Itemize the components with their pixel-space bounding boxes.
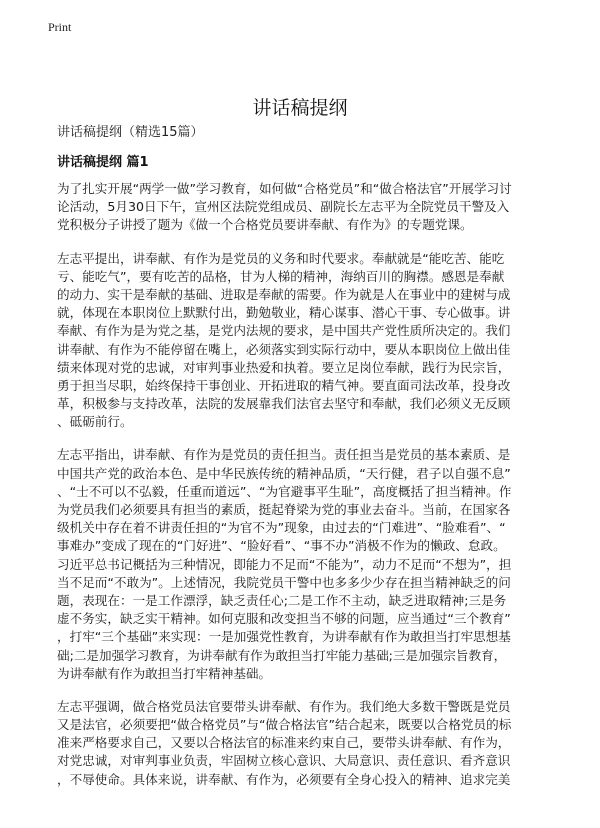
- paragraph-line: 奉献、有作为是为党之基，是党内法规的要求，是中国共产党性质所决定的。我们: [57, 323, 511, 339]
- paragraph-line: ，打牢“三个基础”来实现：一是加强党性教育，为讲奉献有作为敢担当打牢思想基: [57, 629, 511, 645]
- paragraph-line: 论活动，5月30日下午，宣州区法院党组成员、副院长左志平为全院党员干警及入: [57, 199, 510, 215]
- paragraph-line: 又是法官，必须要把“做合格党员”与“做合格法官”结合起来，既要以合格党员的标: [57, 717, 512, 733]
- paragraph-line: 础;二是加强学习教育，为讲奉献有作为敢担当打牢能力基础;三是加强宗旨教育，: [57, 647, 507, 663]
- paragraph-line: 亏、能吃气”，要有吃苦的品格，甘为人梯的精神，海纳百川的胸襟。感恩是奉献: [57, 268, 505, 284]
- paragraph-line: 准来严格要求自己，又要以合格法官的标准来约束自己，要带头讲奉献、有作为，: [57, 735, 511, 751]
- paragraph-line: 对党忠诚，对审判事业负责，牢固树立核心意识、大局意识、责任意识、看齐意识: [57, 753, 511, 769]
- paragraph-line: 习近平总书记概括为三种情况，即能力不足而“不能为”，动力不足而“不想为”，担: [57, 556, 512, 572]
- paragraph-line: 中国共产党的政治本色、是中华民族传统的精神品质，“天行健，君子以自强不息”: [57, 465, 511, 481]
- paragraph-3: [57, 446, 554, 682]
- paragraph-line: 题，表现在：一是工作漂浮，缺乏责任心;二是工作不主动，缺乏进取精神;三是务: [57, 592, 507, 608]
- paragraph-line: 当不足而“不敢为”。上述情况，我院党员干警中也多多少少存在担当精神缺乏的问: [57, 574, 511, 590]
- paragraph-line: 的动力、实干是奉献的基础、进取是奉献的需要。作为就是人在事业中的建树与成: [57, 286, 511, 302]
- section-heading: 讲话稿提纲 篇1: [57, 155, 149, 170]
- paragraph-line: 、砥砺前行。: [57, 414, 133, 430]
- paragraph-line: 讲奉献、有作为不能停留在嘴上，必须落实到实际行动中，要从本职岗位上做出佳: [57, 341, 511, 357]
- paragraph-line: 党积极分子讲授了题为《做一个合格党员要讲奉献、有作为》的专题党课。: [57, 217, 473, 233]
- paragraph-line: 虚不务实，缺乏实干精神。如何克服和改变担当不够的问题，应当通过“三个教育”: [57, 611, 511, 627]
- paragraph-1: [57, 180, 554, 235]
- paragraph-2: [57, 250, 554, 432]
- paragraph-4: [57, 698, 554, 789]
- document-subtitle: 讲话稿提纲（精选15篇）: [57, 125, 204, 140]
- paragraph-line: ，不辱使命。具体来说，讲奉献、有作为，必须要有全身心投入的精神、追求完美: [57, 771, 511, 787]
- paragraph-line: 、“士不可以不弘毅，任重而道远”、“为官避事平生耻”，高度概括了担当精神。作: [57, 483, 512, 499]
- article-body: [57, 180, 554, 804]
- paragraph-line: 为了扎实开展“两学一做”学习教育，如何做“合格党员”和“做合格法官”开展学习讨: [57, 181, 512, 196]
- paragraph-line: 革，积极参与支持改革，法院的发展靠我们法官去坚守和奉献，我们必须义无反顾: [57, 396, 511, 412]
- paragraph-line: 左志平提出，讲奉献、有作为是党员的义务和时代要求。奉献就是“能吃苦、能吃: [57, 250, 505, 266]
- print-link[interactable]: Print: [48, 20, 72, 34]
- paragraph-line: 左志平强调，做合格党员法官要带头讲奉献、有作为。我们绝大多数干警既是党员: [57, 698, 511, 714]
- paragraph-line: 级机关中存在着不讲责任担的“为官不为”现象，由过去的“门难进”、“脸难看”、“: [57, 520, 506, 536]
- paragraph-line: 绩来体现对党的忠诚，对审判事业热爱和执着。要立足岗位奉献，践行为民宗旨，: [57, 359, 511, 375]
- paragraph-line: 为讲奉献有作为敢担当打牢精神基础。: [57, 665, 272, 681]
- paragraph-line: 就，体现在本职岗位上默默付出，勤勉敬业，精心谋事、潜心干事、专心做事。讲: [57, 305, 511, 321]
- page-title: 讲话稿提纲: [252, 96, 348, 119]
- paragraph-line: 左志平指出，讲奉献、有作为是党员的责任担当。责任担当是党员的基本素质、是: [57, 447, 511, 463]
- paragraph-line: 事难办”变成了现在的“门好进”、“脸好看”、“事不办”消极不作为的懒政、怠政。: [57, 538, 506, 554]
- paragraph-line: 勇于担当尽职，始终保持干事创业、开拓进取的精气神。要直面司法改革，投身改: [57, 377, 511, 393]
- paragraph-line: 为党员我们必须要具有担当的素质，挺起脊梁为党的事业去奋斗。当前，在国家各: [57, 502, 511, 517]
